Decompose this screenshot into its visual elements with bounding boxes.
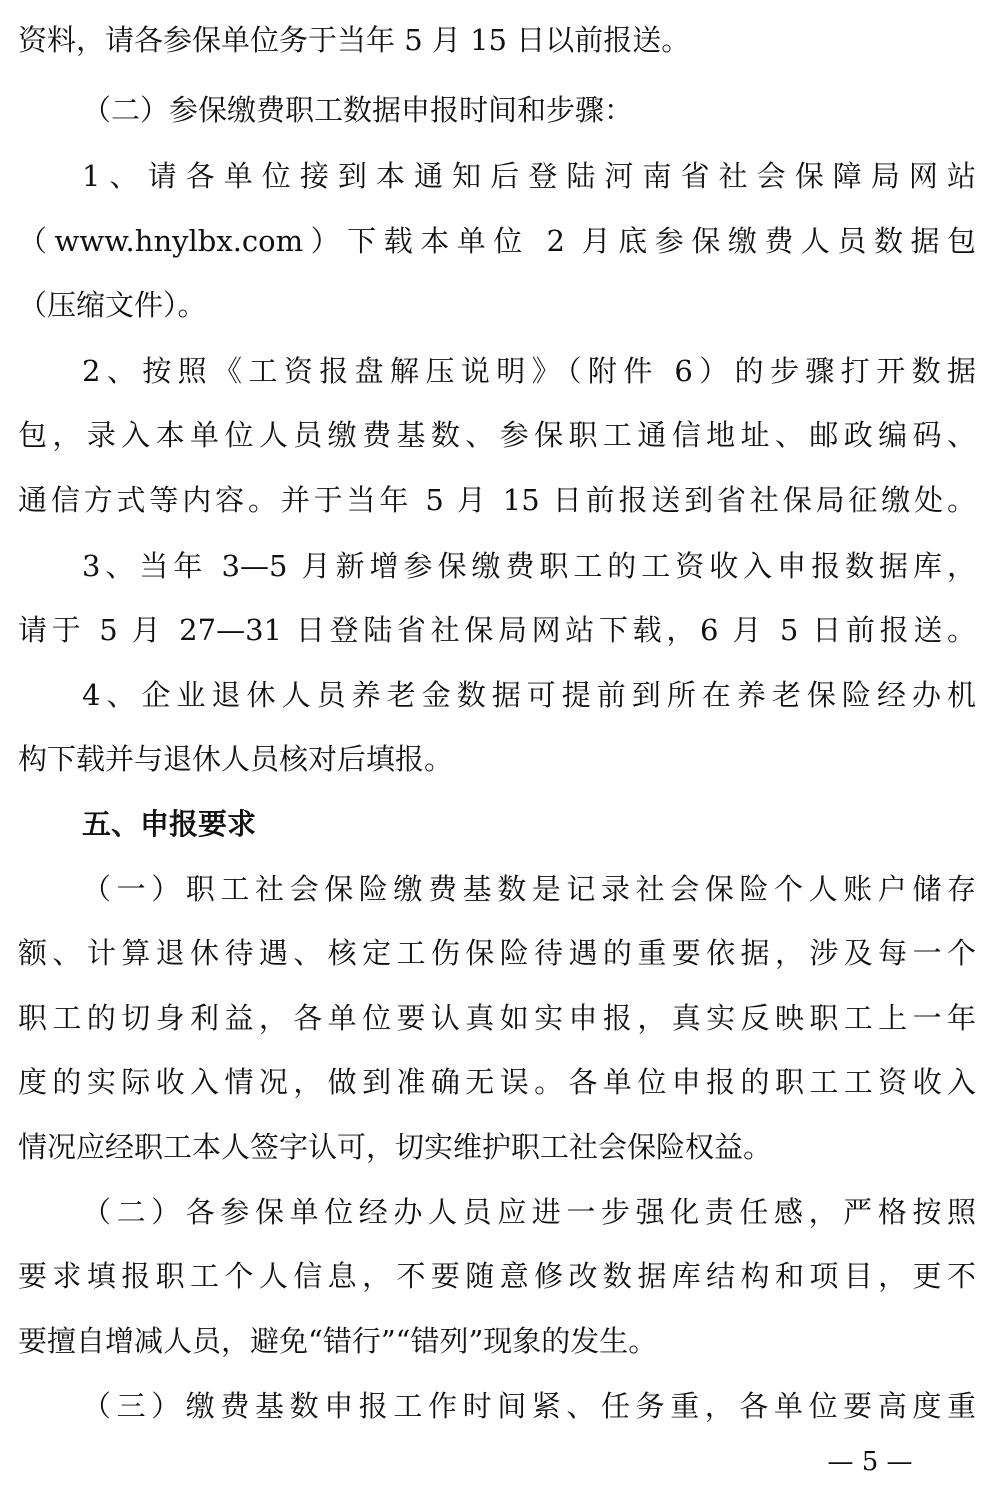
text-line: （三）缴费基数申报工作时间紧、任务重，各单位要高度重 <box>82 1389 976 1423</box>
text-line: 额、计算退休待遇、核定工伤保险待遇的重要依据，涉及每一个 <box>18 936 976 970</box>
section-heading: 五、申报要求 <box>82 807 257 841</box>
text-line: 职工的切身利益，各单位要认真如实申报，真实反映职工上一年 <box>18 1001 976 1035</box>
text-line: 2、按照《工资报盘解压说明》（附件 6）的步骤打开数据 <box>82 354 976 388</box>
text-line: 包，录入本单位人员缴费基数、参保职工通信地址、邮政编码、 <box>18 418 976 452</box>
text-line: 1、请各单位接到本通知后登陆河南省社会保障局网站 <box>82 159 976 193</box>
section-subheading: （二）参保缴费职工数据申报时间和步骤： <box>82 93 634 127</box>
text-line: 构下载并与退休人员核对后填报。 <box>18 742 454 776</box>
text-line: 通信方式等内容。并于当年 5 月 15 日前报送到省社保局征缴处。 <box>18 483 976 517</box>
text-line: 3、当年 3—5 月新增参保缴费职工的工资收入申报数据库， <box>82 549 976 583</box>
text-line: （压缩文件）。 <box>18 288 207 322</box>
text-line: 情况应经职工本人签字认可，切实维护职工社会保险权益。 <box>18 1130 773 1164</box>
page-number: — 5 — <box>827 1447 913 1477</box>
text-line: 要擅自增减人员，避免“错行”“错列”现象的发生。 <box>18 1324 658 1358</box>
text-line: 资料，请各参保单位务于当年 5 月 15 日以前报送。 <box>18 23 691 57</box>
text-line: （二）各参保单位经办人员应进一步强化责任感，严格按照 <box>82 1195 976 1229</box>
text-line: 度的实际收入情况，做到准确无误。各单位申报的职工工资收入 <box>18 1065 976 1099</box>
text-line: （www.hnylbx.com）下载本单位 2 月底参保缴费人员数据包 <box>18 224 976 258</box>
text-line: 请于 5 月 27—31 日登陆省社保局网站下载，6 月 5 日前报送。 <box>18 613 976 647</box>
text-line: 要求填报职工个人信息，不要随意修改数据库结构和项目，更不 <box>18 1259 976 1293</box>
text-line: 4、企业退休人员养老金数据可提前到所在养老保险经办机 <box>82 678 976 712</box>
text-line: （一）职工社会保险缴费基数是记录社会保险个人账户储存 <box>82 872 976 906</box>
